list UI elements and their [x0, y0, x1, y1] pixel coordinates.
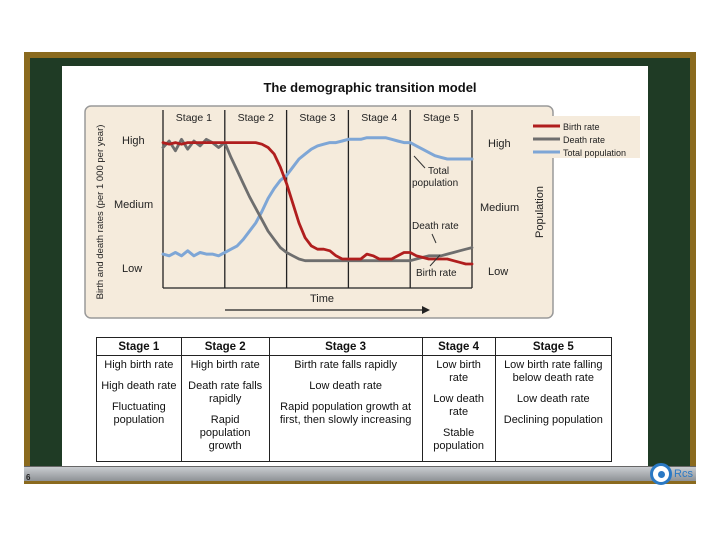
cell-death-rate: High death rate	[101, 380, 177, 392]
cell-population: Rapid population growth at first, then slowly increasing	[279, 401, 412, 426]
slide-number: 6	[26, 473, 31, 482]
left-tick-high: High	[122, 135, 145, 147]
annotation-total-population: Total population	[412, 166, 459, 189]
left-axis-label: Birth and death rates (per 1 000 per year)	[95, 124, 106, 300]
table-cell	[422, 356, 495, 462]
cell-birth-rate: Low birth rate falling below death rate	[504, 359, 603, 384]
table-header: Stage 1	[97, 338, 182, 356]
table-header: Stage 2	[181, 338, 269, 356]
left-tick-low: Low	[122, 263, 143, 275]
cell-death-rate: Low death rate	[309, 380, 382, 392]
stage-label: Stage 3	[299, 112, 336, 124]
legend-label-birth: Birth rate	[563, 122, 600, 132]
legend-label-population: Total population	[563, 148, 627, 158]
left-tick-medium: Medium	[114, 199, 154, 211]
right-tick-low: Low	[488, 266, 509, 278]
right-tick-high: High	[488, 138, 511, 150]
legend	[530, 116, 640, 158]
cell-death-rate: Low death rate	[516, 393, 590, 405]
stage-label: Stage 2	[237, 112, 274, 124]
table-cell	[181, 356, 269, 462]
right-axis-label: Population	[534, 186, 546, 238]
annotation-death-rate: Death rate	[412, 221, 459, 232]
logo-text: Rcs	[674, 468, 693, 480]
stages-table	[96, 337, 612, 462]
table-cell	[495, 356, 611, 462]
x-axis-label: Time	[309, 293, 335, 305]
cell-birth-rate: Birth rate falls rapidly	[294, 359, 397, 371]
table-cell	[97, 356, 182, 462]
chart-title: The demographic transition model	[263, 80, 477, 95]
cell-birth-rate: High birth rate	[104, 359, 174, 371]
cell-population: Rapid population growth	[199, 414, 251, 452]
cell-death-rate: Low death rate	[433, 393, 484, 418]
stage-label: Stage 1	[175, 112, 213, 124]
cell-birth-rate: Low birth rate	[436, 359, 481, 384]
cell-population: Fluctuating population	[111, 401, 166, 426]
cell-population: Declining population	[503, 414, 603, 426]
cell-population: Stable population	[433, 427, 484, 452]
right-tick-medium: Medium	[480, 202, 520, 214]
table-cell	[269, 356, 422, 462]
cell-birth-rate: High birth rate	[190, 359, 260, 371]
annotation-birth-rate: Birth rate	[416, 268, 457, 279]
cell-death-rate: Death rate falls rapidly	[188, 380, 263, 405]
table-header-row	[97, 338, 612, 356]
stage-label: Stage 4	[361, 112, 398, 124]
table-row	[97, 356, 612, 462]
legend-label-death: Death rate	[563, 135, 606, 145]
table-header: Stage 5	[495, 338, 611, 356]
stage-label: Stage 5	[422, 112, 460, 124]
table-header: Stage 3	[269, 338, 422, 356]
table-header: Stage 4	[422, 338, 495, 356]
